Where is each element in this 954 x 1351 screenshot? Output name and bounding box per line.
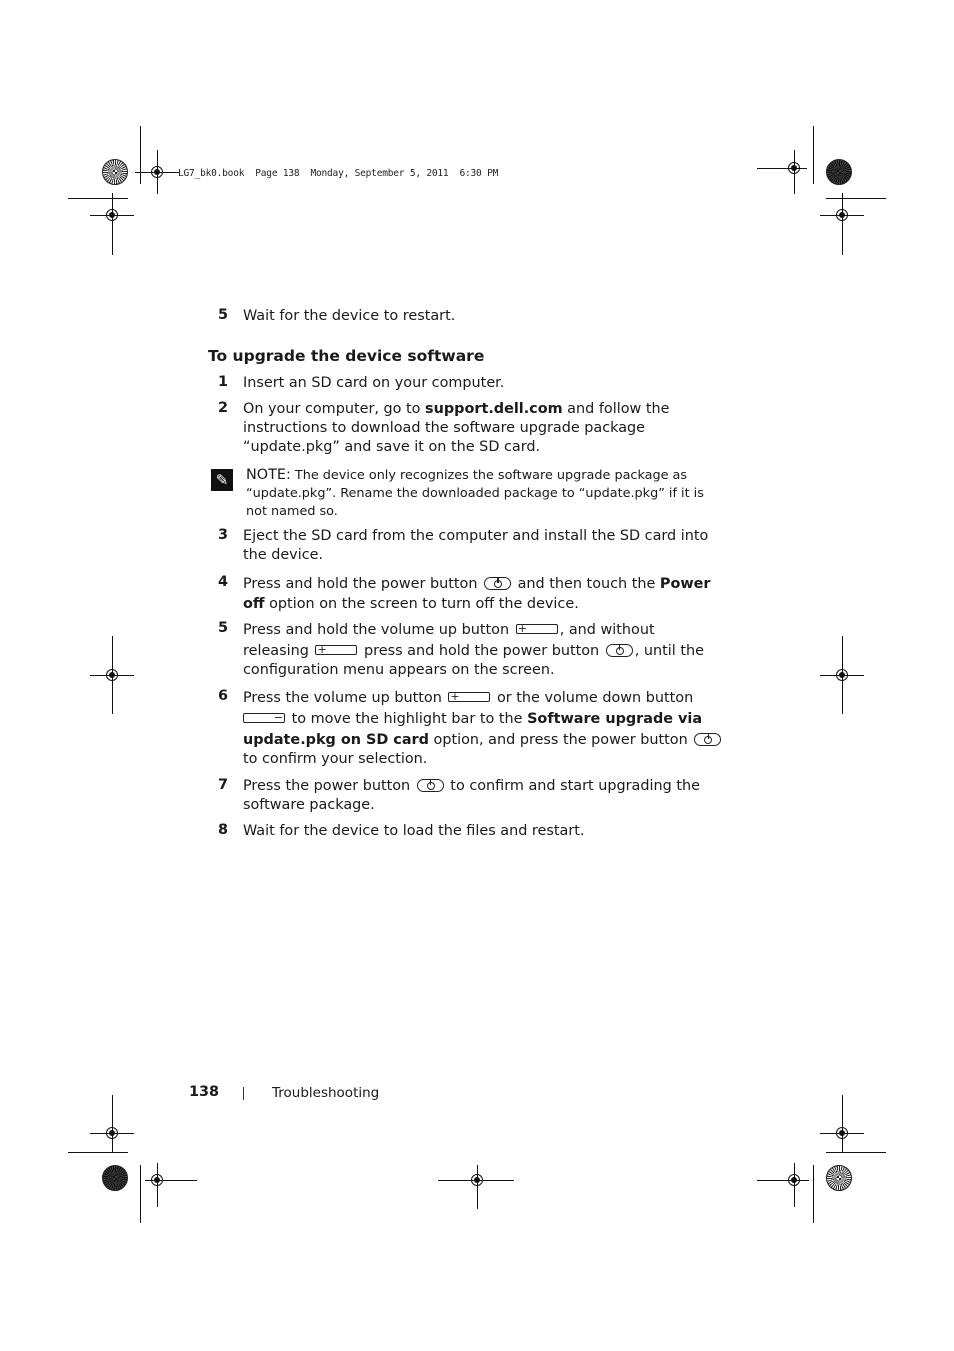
step-line: “update.pkg” and save it on the SD card. [243, 439, 541, 455]
step-number: 8 [218, 822, 229, 838]
crosshair-mark [842, 1095, 843, 1153]
step-number: 5 [218, 307, 229, 323]
registration-burst-icon [826, 159, 852, 185]
registration-target-icon [836, 669, 848, 681]
step-number: 2 [218, 400, 229, 416]
step-text-part: to confirm and start upgrading the [445, 778, 700, 794]
registration-target-icon [471, 1174, 483, 1186]
step-text [243, 620, 723, 681]
step-number: 6 [218, 688, 229, 704]
step-text-part: to move the highlight bar to the [287, 711, 528, 727]
step-text-part: Press and hold the power button [243, 576, 483, 592]
crop-mark [68, 198, 128, 199]
volume-up-button-icon [448, 692, 490, 702]
support-link: support.dell.com [425, 401, 563, 417]
registration-target-icon [836, 209, 848, 221]
registration-target-icon [788, 1174, 800, 1186]
page-number: 138 [189, 1084, 220, 1100]
crosshair-mark [842, 193, 843, 255]
crosshair-mark [757, 1180, 809, 1181]
crop-mark [140, 126, 141, 184]
crop-mark [140, 1165, 141, 1223]
step-text-part: and follow the [562, 401, 670, 417]
step-number: 3 [218, 527, 229, 543]
step-line: Insert an SD card on your computer. [243, 375, 505, 391]
step-text [243, 688, 723, 770]
power-button-icon [606, 644, 633, 657]
note-line: The device only recognizes the software upgrade package as [290, 468, 688, 483]
volume-down-button-icon [243, 713, 285, 723]
step-line: to confirm your selection. [243, 751, 428, 767]
registration-target-icon [151, 166, 163, 178]
registration-target-icon [788, 162, 800, 174]
power-button-icon [484, 577, 511, 590]
step-line: Wait for the device to restart. [243, 308, 456, 324]
menu-option-label: update.pkg on SD card [243, 732, 429, 748]
step-text-part: press and hold the power button [359, 643, 604, 659]
registration-target-icon [106, 669, 118, 681]
step-text-part: , until the [634, 643, 704, 659]
section-heading: To upgrade the device software [208, 347, 485, 365]
step-text-part: option on the screen to turn off the device. [264, 596, 579, 612]
volume-up-button-icon [516, 624, 558, 634]
note-pencil-icon: ✎ [211, 469, 233, 491]
step-text-part: Press and hold the volume up button [243, 622, 514, 638]
step-line: Eject the SD card from the computer and install the SD card into [243, 528, 709, 544]
crop-mark [813, 126, 814, 184]
step-text-part: , and without [559, 622, 655, 638]
footer-chapter-title: Troubleshooting [272, 1085, 380, 1101]
registration-burst-icon [102, 159, 128, 185]
step-text [243, 777, 723, 815]
step-text-part: or the volume down button [492, 690, 694, 706]
registration-target-icon [151, 1174, 163, 1186]
power-off-label: off [243, 596, 265, 612]
registration-target-icon [836, 1127, 848, 1139]
note-label: NOTE: [246, 467, 291, 483]
step-line: the device. [243, 547, 324, 563]
crosshair-mark [112, 1095, 113, 1153]
crosshair-mark [477, 1165, 478, 1209]
step-text [243, 574, 723, 614]
registration-burst-icon [826, 1165, 852, 1191]
crop-mark [826, 198, 886, 199]
power-button-icon [417, 779, 444, 792]
note-line: not named so. [246, 504, 338, 519]
step-line: Wait for the device to load the files and restart. [243, 823, 585, 839]
crop-mark [813, 1165, 814, 1223]
note-line: “update.pkg”. Rename the downloaded package to “update.pkg” if it is [246, 486, 704, 501]
footer-divider [243, 1087, 244, 1100]
registration-target-icon [106, 209, 118, 221]
step-line: software package. [243, 797, 375, 813]
step-number: 7 [218, 777, 229, 793]
power-button-icon [694, 733, 721, 746]
step-number: 1 [218, 374, 229, 390]
step-text [243, 527, 723, 565]
registration-burst-icon [102, 1165, 128, 1191]
step-number: 4 [218, 574, 229, 590]
step-text-part: and then touch the [513, 576, 660, 592]
registration-target-icon [106, 1127, 118, 1139]
crop-mark [826, 1152, 886, 1153]
volume-up-button-icon [315, 645, 357, 655]
step-text [243, 374, 723, 393]
power-off-label: Power [659, 576, 711, 592]
step-line: instructions to download the software upgrade package [243, 420, 646, 436]
step-line: configuration menu appears on the screen. [243, 662, 555, 678]
crop-mark [68, 1152, 128, 1153]
step-text-part: releasing [243, 643, 314, 659]
step-text-part: On your computer, go to [243, 401, 426, 417]
print-header-stamp: LG7_bk0.book Page 138 Monday, September 5, 2011 6:30 PM [178, 168, 499, 179]
step-text [243, 307, 723, 326]
step-text-part: Press the power button [243, 778, 415, 794]
step-number: 5 [218, 620, 229, 636]
step-text [243, 400, 723, 457]
menu-option-label: Software upgrade via [527, 711, 703, 727]
crosshair-mark [112, 193, 113, 255]
note-box [246, 466, 716, 521]
step-text [243, 822, 723, 841]
step-text-part: Press the volume up button [243, 690, 447, 706]
step-text-part: option, and press the power button [428, 732, 693, 748]
